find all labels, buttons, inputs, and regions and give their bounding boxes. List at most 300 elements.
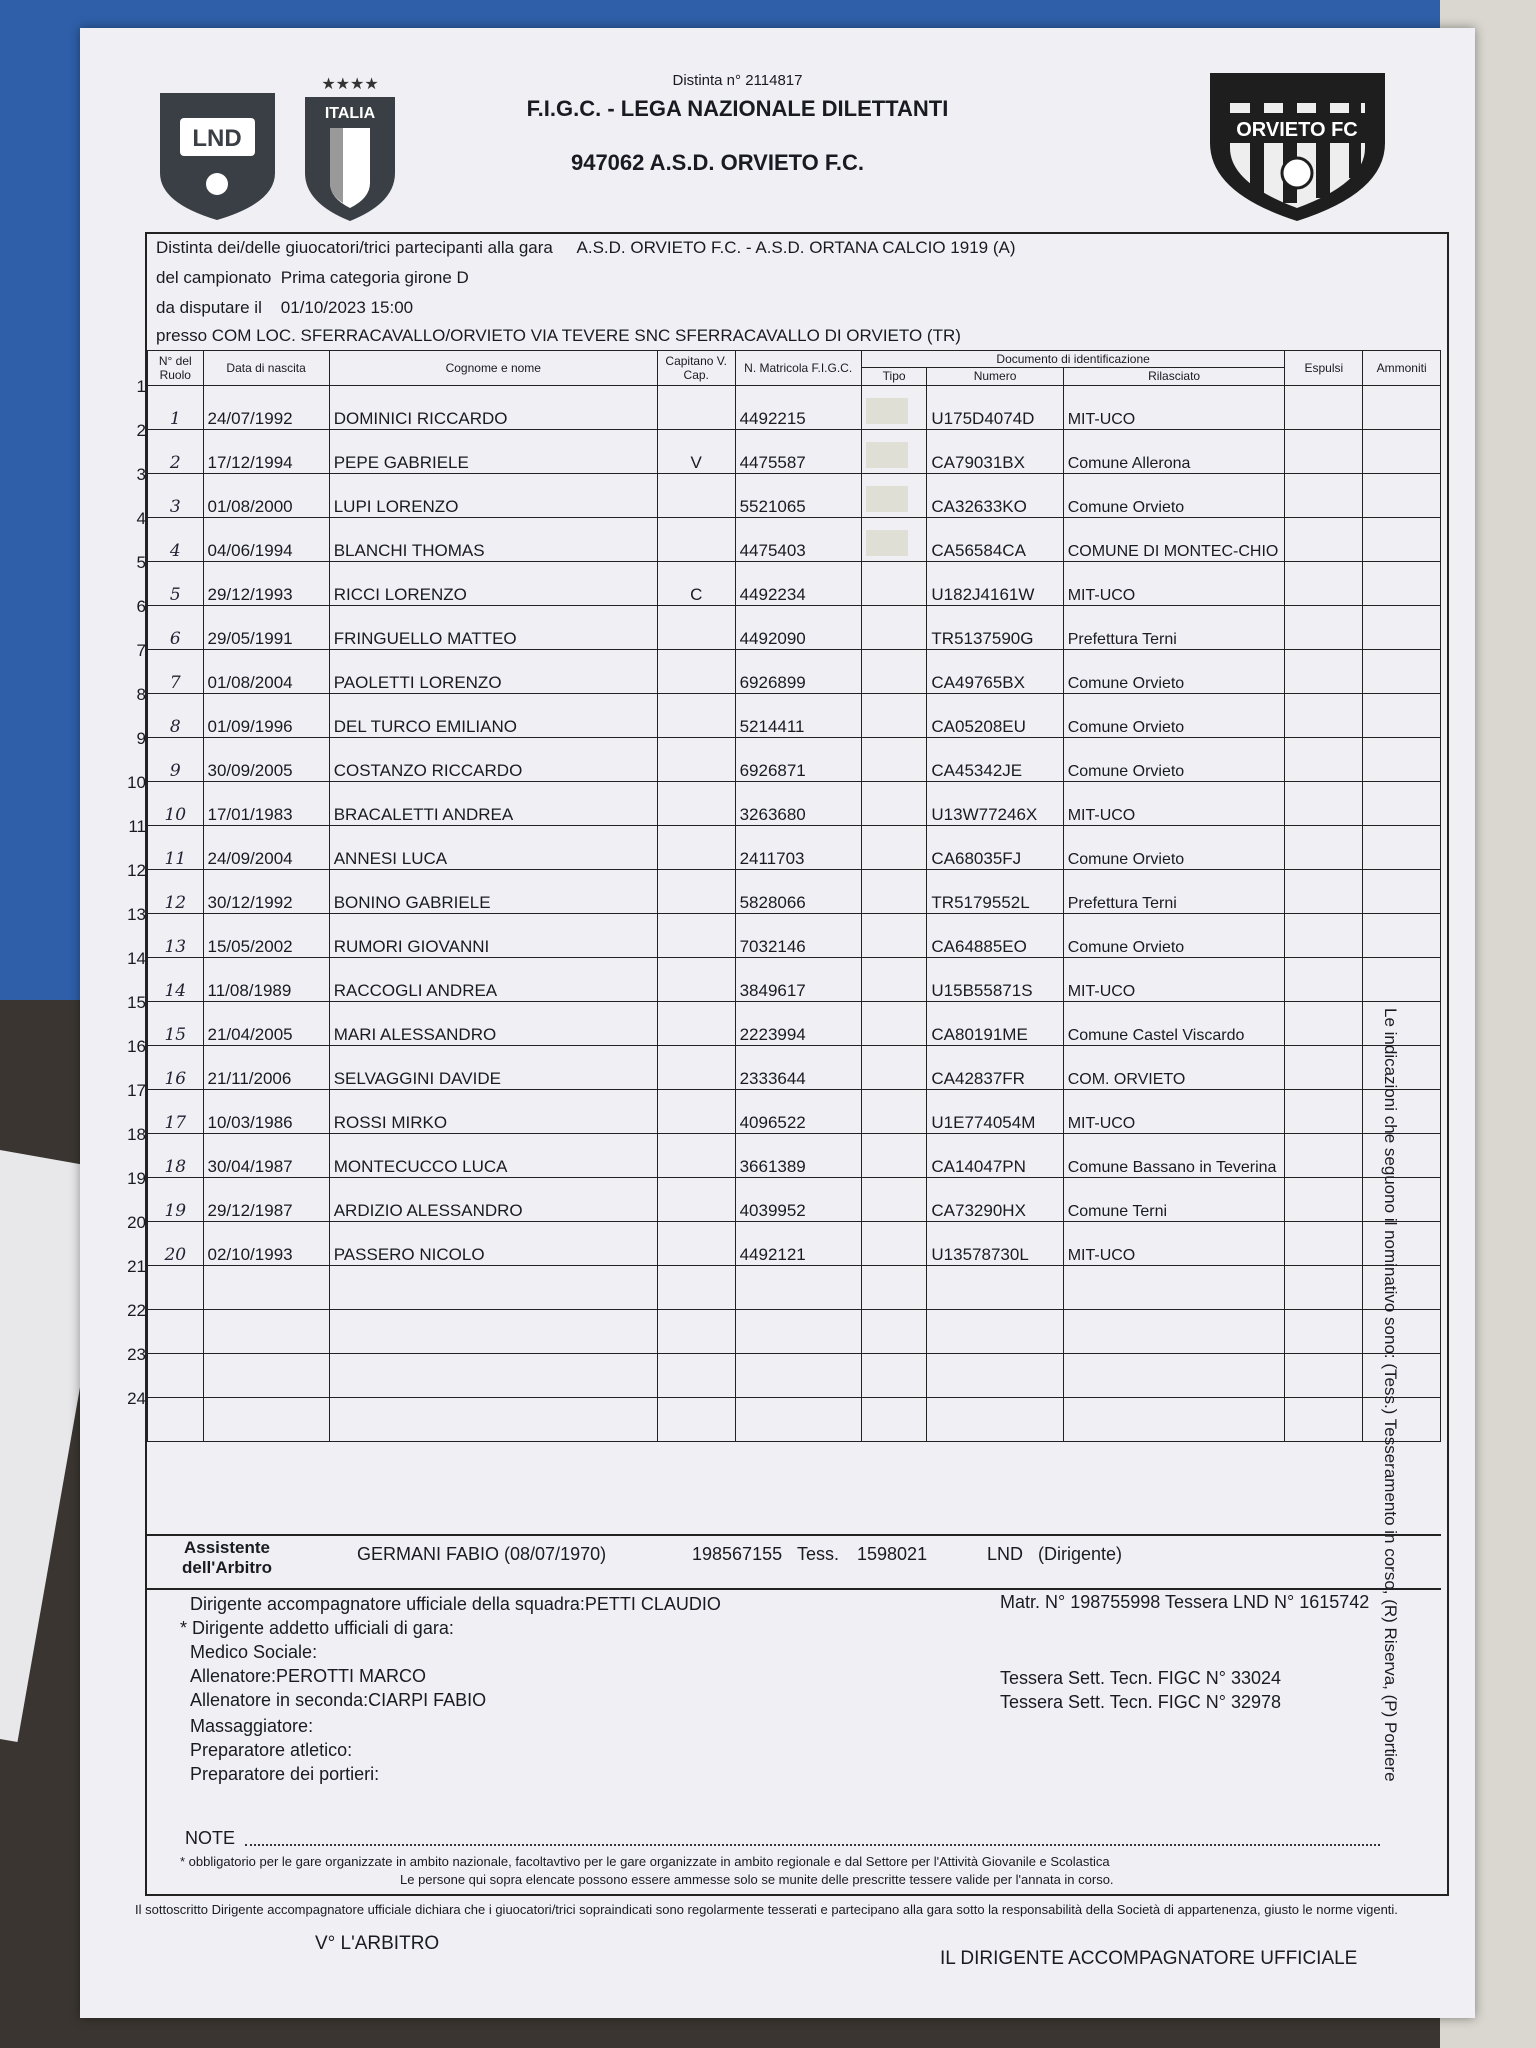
row-index: 4 bbox=[136, 508, 146, 528]
player-captain bbox=[657, 693, 735, 737]
match-line-2: del campionato Prima categoria girone D bbox=[156, 268, 469, 287]
empty-cell bbox=[1363, 1309, 1441, 1353]
player-doc-number: CA80191ME bbox=[927, 1001, 1063, 1045]
player-captain: C bbox=[657, 561, 735, 605]
col-matricola: N. Matricola F.I.G.C. bbox=[735, 351, 861, 386]
row-index: 24 bbox=[127, 1388, 146, 1408]
player-doc-issuer: Comune Allerona bbox=[1063, 429, 1285, 473]
player-doc-issuer: MIT-UCO bbox=[1063, 561, 1285, 605]
empty-cell bbox=[148, 1265, 204, 1309]
player-expelled bbox=[1285, 693, 1363, 737]
empty-cell bbox=[927, 1353, 1063, 1397]
player-number: 16 bbox=[148, 1045, 204, 1089]
player-birthdate: 30/09/2005 bbox=[203, 737, 329, 781]
player-doc-number: CA05208EU bbox=[927, 693, 1063, 737]
player-matricola: 4492090 bbox=[735, 605, 861, 649]
col-tipo: Tipo bbox=[861, 368, 927, 385]
player-doc-number: CA56584CA bbox=[927, 517, 1063, 561]
player-name: LUPI LORENZO bbox=[329, 473, 657, 517]
club-title: 947062 A.S.D. ORVIETO F.C. bbox=[570, 150, 865, 175]
assistant-matricola: 198567155 bbox=[692, 1544, 783, 1564]
player-expelled bbox=[1285, 913, 1363, 957]
empty-cell bbox=[329, 1309, 657, 1353]
player-doc-number: TR5179552L bbox=[927, 869, 1063, 913]
footnote-2: Le persone qui sopra elencate possono essere ammesse solo se munite delle prescritte tessere valide per l'annata in corso. bbox=[400, 1872, 1114, 1887]
player-doc-number: CA49765BX bbox=[927, 649, 1063, 693]
player-doc-issuer: Comune Orvieto bbox=[1063, 913, 1285, 957]
player-birthdate: 17/12/1994 bbox=[203, 429, 329, 473]
player-doc-number: TR5137590G bbox=[927, 605, 1063, 649]
dirigente-signature-label: IL DIRIGENTE ACCOMPAGNATORE UFFICIALE bbox=[940, 1948, 1358, 1969]
player-matricola: 2411703 bbox=[735, 825, 861, 869]
row-index: 12 bbox=[127, 860, 146, 880]
player-matricola: 5521065 bbox=[735, 473, 861, 517]
staff-portieri: Preparatore dei portieri: bbox=[190, 1764, 380, 1784]
player-number: 18 bbox=[148, 1133, 204, 1177]
player-doc-type bbox=[861, 1089, 927, 1133]
player-doc-issuer: Comune Castel Viscardo bbox=[1063, 1001, 1285, 1045]
match-sheet bbox=[80, 28, 1475, 2018]
player-matricola: 4475587 bbox=[735, 429, 861, 473]
player-captain bbox=[657, 781, 735, 825]
player-doc-issuer: MIT-UCO bbox=[1063, 1089, 1285, 1133]
player-number: 12 bbox=[148, 869, 204, 913]
table-row bbox=[148, 649, 1441, 693]
player-expelled bbox=[1285, 781, 1363, 825]
player-birthdate: 24/07/1992 bbox=[203, 385, 329, 429]
player-captain bbox=[657, 957, 735, 1001]
player-number: 10 bbox=[148, 781, 204, 825]
player-number: 7 bbox=[148, 649, 204, 693]
table-row bbox=[148, 737, 1441, 781]
col-capitano: Capitano V. Cap. bbox=[657, 351, 735, 386]
col-nome: Cognome e nome bbox=[329, 351, 657, 386]
player-doc-type bbox=[861, 649, 927, 693]
player-birthdate: 04/06/1994 bbox=[203, 517, 329, 561]
player-name: PASSERO NICOLO bbox=[329, 1221, 657, 1265]
empty-cell bbox=[657, 1353, 735, 1397]
row-index: 20 bbox=[127, 1212, 146, 1232]
footnote-1: * obbligatorio per le gare organizzate in ambito nazionale, facoltavtivo per le gare organizzate in ambito regionale e dal Settore per l'Attività Giovanile e Scolastica bbox=[180, 1854, 1110, 1869]
table-row bbox=[148, 957, 1441, 1001]
player-doc-issuer: Comune Bassano in Teverina bbox=[1063, 1133, 1285, 1177]
player-name: RUMORI GIOVANNI bbox=[329, 913, 657, 957]
row-index: 8 bbox=[136, 684, 146, 704]
col-documento: Documento di identificazione bbox=[861, 351, 1285, 368]
empty-cell bbox=[1063, 1353, 1285, 1397]
player-doc-type bbox=[861, 825, 927, 869]
empty-cell bbox=[203, 1353, 329, 1397]
note-label: NOTE bbox=[185, 1828, 236, 1848]
player-doc-number: CA14047PN bbox=[927, 1133, 1063, 1177]
player-number: 3 bbox=[148, 473, 204, 517]
empty-cell bbox=[735, 1353, 861, 1397]
declaration: Il sottoscritto Dirigente accompagnatore ufficiale dichiara che i giuocatori/trici sopraindicati sono regolarmente tesserati e partecipano alla gara sotto la responsabilità della Società di appartenenza, giusto le norme vigenti. bbox=[135, 1902, 1398, 1917]
empty-cell bbox=[735, 1397, 861, 1441]
table-row bbox=[148, 385, 1441, 429]
empty-cell bbox=[861, 1309, 927, 1353]
player-number: 13 bbox=[148, 913, 204, 957]
player-number: 1 bbox=[148, 385, 204, 429]
player-booked bbox=[1363, 781, 1441, 825]
staff-allenatore: Allenatore:PEROTTI MARCO bbox=[190, 1666, 427, 1686]
player-doc-type bbox=[861, 1045, 927, 1089]
col-nascita: Data di nascita bbox=[203, 351, 329, 386]
player-booked bbox=[1363, 693, 1441, 737]
player-captain bbox=[657, 1133, 735, 1177]
side-note: Le indicazioni che seguono il nominativo sono: (Tess.) Tesseramento in corso, (R) Riserva, (P) Portiere bbox=[1381, 1008, 1400, 1782]
col-rilasciato: Rilasciato bbox=[1063, 368, 1285, 385]
staff-massaggiatore: Massaggiatore: bbox=[190, 1716, 314, 1736]
player-doc-issuer: COMUNE DI MONTEC-CHIO bbox=[1063, 517, 1285, 561]
player-doc-number: U175D4074D bbox=[927, 385, 1063, 429]
player-birthdate: 30/04/1987 bbox=[203, 1133, 329, 1177]
svg-text:★★★★: ★★★★ bbox=[321, 76, 379, 93]
player-doc-type bbox=[861, 737, 927, 781]
player-doc-issuer: MIT-UCO bbox=[1063, 1221, 1285, 1265]
player-matricola: 4039952 bbox=[735, 1177, 861, 1221]
player-birthdate: 24/09/2004 bbox=[203, 825, 329, 869]
player-captain bbox=[657, 1001, 735, 1045]
player-booked bbox=[1363, 1133, 1441, 1177]
empty-cell bbox=[203, 1265, 329, 1309]
empty-cell bbox=[657, 1397, 735, 1441]
row-index: 21 bbox=[127, 1256, 146, 1276]
table-row bbox=[148, 1177, 1441, 1221]
doc-stamp bbox=[866, 486, 908, 512]
player-name: BRACALETTI ANDREA bbox=[329, 781, 657, 825]
row-index: 9 bbox=[136, 728, 146, 748]
row-index: 22 bbox=[127, 1300, 146, 1320]
player-doc-issuer: MIT-UCO bbox=[1063, 385, 1285, 429]
row-index: 5 bbox=[136, 552, 146, 572]
row-index: 17 bbox=[127, 1080, 146, 1100]
player-doc-type bbox=[861, 517, 927, 561]
player-birthdate: 15/05/2002 bbox=[203, 913, 329, 957]
player-expelled bbox=[1285, 1001, 1363, 1045]
player-name: FRINGUELLO MATTEO bbox=[329, 605, 657, 649]
player-number: 8 bbox=[148, 693, 204, 737]
row-index: 2 bbox=[136, 420, 146, 440]
col-ammoniti: Ammoniti bbox=[1363, 351, 1441, 386]
empty-cell bbox=[1285, 1265, 1363, 1309]
row-index: 23 bbox=[127, 1344, 146, 1364]
player-doc-number: U182J4161W bbox=[927, 561, 1063, 605]
match-line-3: da disputare il 01/10/2023 15:00 bbox=[156, 298, 414, 317]
player-doc-type bbox=[861, 957, 927, 1001]
staff-seconda-tessera: Tessera Sett. Tecn. FIGC N° 32978 bbox=[1000, 1692, 1281, 1712]
table-row bbox=[148, 1089, 1441, 1133]
player-doc-number: CA45342JE bbox=[927, 737, 1063, 781]
player-doc-number: U13578730L bbox=[927, 1221, 1063, 1265]
player-booked bbox=[1363, 1001, 1441, 1045]
row-index: 10 bbox=[127, 772, 146, 792]
empty-cell bbox=[1285, 1353, 1363, 1397]
player-number: 14 bbox=[148, 957, 204, 1001]
assistant-label: Assistente dell'Arbitro bbox=[182, 1538, 272, 1577]
table-row bbox=[148, 1045, 1441, 1089]
empty-cell bbox=[735, 1265, 861, 1309]
table-row bbox=[148, 605, 1441, 649]
player-captain bbox=[657, 473, 735, 517]
player-doc-number: U13W77246X bbox=[927, 781, 1063, 825]
empty-cell bbox=[203, 1309, 329, 1353]
player-matricola: 2333644 bbox=[735, 1045, 861, 1089]
player-captain bbox=[657, 913, 735, 957]
player-birthdate: 11/08/1989 bbox=[203, 957, 329, 1001]
player-expelled bbox=[1285, 1177, 1363, 1221]
empty-cell bbox=[927, 1397, 1063, 1441]
player-booked bbox=[1363, 869, 1441, 913]
player-name: ANNESI LUCA bbox=[329, 825, 657, 869]
player-number: 2 bbox=[148, 429, 204, 473]
player-birthdate: 02/10/1993 bbox=[203, 1221, 329, 1265]
player-expelled bbox=[1285, 1089, 1363, 1133]
player-booked bbox=[1363, 1045, 1441, 1089]
player-doc-number: CA68035FJ bbox=[927, 825, 1063, 869]
player-number: 17 bbox=[148, 1089, 204, 1133]
player-expelled bbox=[1285, 649, 1363, 693]
player-booked bbox=[1363, 1177, 1441, 1221]
player-birthdate: 29/12/1993 bbox=[203, 561, 329, 605]
player-name: MONTECUCCO LUCA bbox=[329, 1133, 657, 1177]
player-name: DOMINICI RICCARDO bbox=[329, 385, 657, 429]
player-expelled bbox=[1285, 429, 1363, 473]
staff-atletico: Preparatore atletico: bbox=[190, 1740, 353, 1760]
row-index: 19 bbox=[127, 1168, 146, 1188]
empty-cell bbox=[1285, 1309, 1363, 1353]
player-booked bbox=[1363, 561, 1441, 605]
player-matricola: 2223994 bbox=[735, 1001, 861, 1045]
table-row bbox=[148, 825, 1441, 869]
empty-cell bbox=[1285, 1397, 1363, 1441]
player-name: RICCI LORENZO bbox=[329, 561, 657, 605]
player-matricola: 4475403 bbox=[735, 517, 861, 561]
player-doc-type bbox=[861, 1177, 927, 1221]
player-doc-type bbox=[861, 1001, 927, 1045]
player-matricola: 5214411 bbox=[735, 693, 861, 737]
row-index: 6 bbox=[136, 596, 146, 616]
player-matricola: 6926899 bbox=[735, 649, 861, 693]
player-doc-issuer: Comune Orvieto bbox=[1063, 737, 1285, 781]
empty-cell bbox=[861, 1265, 927, 1309]
empty-cell bbox=[148, 1353, 204, 1397]
player-booked bbox=[1363, 737, 1441, 781]
player-doc-issuer: Comune Orvieto bbox=[1063, 693, 1285, 737]
player-captain bbox=[657, 517, 735, 561]
player-name: BLANCHI THOMAS bbox=[329, 517, 657, 561]
player-doc-number: CA79031BX bbox=[927, 429, 1063, 473]
player-doc-type bbox=[861, 693, 927, 737]
player-name: MARI ALESSANDRO bbox=[329, 1001, 657, 1045]
svg-text:LND: LND bbox=[192, 125, 242, 152]
empty-cell bbox=[148, 1397, 204, 1441]
player-name: ROSSI MIRKO bbox=[329, 1089, 657, 1133]
player-doc-issuer: Comune Terni bbox=[1063, 1177, 1285, 1221]
table-row-empty bbox=[148, 1353, 1441, 1397]
player-booked bbox=[1363, 825, 1441, 869]
player-doc-type bbox=[861, 1221, 927, 1265]
empty-cell bbox=[203, 1397, 329, 1441]
player-doc-type bbox=[861, 1133, 927, 1177]
row-index: 13 bbox=[127, 904, 146, 924]
empty-cell bbox=[1363, 1265, 1441, 1309]
federation-title: F.I.G.C. - LEGA NAZIONALE DILETTANTI bbox=[526, 96, 949, 121]
match-line-4: presso COM LOC. SFERRACAVALLO/ORVIETO VIA TEVERE SNC SFERRACAVALLO DI ORVIETO (TR) bbox=[156, 326, 961, 345]
player-doc-number: CA64885EO bbox=[927, 913, 1063, 957]
player-expelled bbox=[1285, 1221, 1363, 1265]
empty-cell bbox=[861, 1353, 927, 1397]
empty-cell bbox=[1063, 1397, 1285, 1441]
player-captain bbox=[657, 737, 735, 781]
player-birthdate: 29/05/1991 bbox=[203, 605, 329, 649]
player-number: 20 bbox=[148, 1221, 204, 1265]
empty-cell bbox=[927, 1265, 1063, 1309]
player-doc-type bbox=[861, 913, 927, 957]
staff-addetto: * Dirigente addetto ufficiali di gara: bbox=[180, 1618, 454, 1638]
row-index: 1 bbox=[136, 376, 146, 396]
player-captain bbox=[657, 605, 735, 649]
col-espulsi: Espulsi bbox=[1285, 351, 1363, 386]
empty-cell bbox=[1063, 1309, 1285, 1353]
staff-medico: Medico Sociale: bbox=[190, 1642, 318, 1662]
player-expelled bbox=[1285, 473, 1363, 517]
player-captain bbox=[657, 649, 735, 693]
assistant-tess: 1598021 bbox=[857, 1544, 928, 1564]
player-birthdate: 17/01/1983 bbox=[203, 781, 329, 825]
player-number: 11 bbox=[148, 825, 204, 869]
player-birthdate: 21/04/2005 bbox=[203, 1001, 329, 1045]
player-birthdate: 30/12/1992 bbox=[203, 869, 329, 913]
player-name: ARDIZIO ALESSANDRO bbox=[329, 1177, 657, 1221]
table-row-empty bbox=[148, 1265, 1441, 1309]
table-row bbox=[148, 693, 1441, 737]
player-doc-number: U1E774054M bbox=[927, 1089, 1063, 1133]
row-index: 14 bbox=[127, 948, 146, 968]
player-birthdate: 01/08/2004 bbox=[203, 649, 329, 693]
player-doc-issuer: Comune Orvieto bbox=[1063, 649, 1285, 693]
player-doc-type bbox=[861, 781, 927, 825]
doc-stamp bbox=[866, 398, 908, 424]
player-doc-issuer: Comune Orvieto bbox=[1063, 473, 1285, 517]
player-birthdate: 10/03/1986 bbox=[203, 1089, 329, 1133]
player-booked bbox=[1363, 517, 1441, 561]
player-booked bbox=[1363, 429, 1441, 473]
arbitro-signature-label: V° L'ARBITRO bbox=[315, 1933, 440, 1954]
empty-cell bbox=[861, 1397, 927, 1441]
table-row bbox=[148, 913, 1441, 957]
empty-cell bbox=[1063, 1265, 1285, 1309]
player-captain bbox=[657, 1221, 735, 1265]
row-index: 3 bbox=[136, 464, 146, 484]
player-doc-number: U15B55871S bbox=[927, 957, 1063, 1001]
table-row bbox=[148, 1221, 1441, 1265]
row-index: 11 bbox=[128, 816, 146, 836]
player-doc-issuer: Prefettura Terni bbox=[1063, 605, 1285, 649]
player-name: SELVAGGINI DAVIDE bbox=[329, 1045, 657, 1089]
empty-cell bbox=[148, 1309, 204, 1353]
player-name: RACCOGLI ANDREA bbox=[329, 957, 657, 1001]
table-row bbox=[148, 517, 1441, 561]
empty-cell bbox=[657, 1309, 735, 1353]
table-row bbox=[148, 561, 1441, 605]
player-doc-issuer: Prefettura Terni bbox=[1063, 869, 1285, 913]
player-expelled bbox=[1285, 561, 1363, 605]
player-doc-issuer: MIT-UCO bbox=[1063, 781, 1285, 825]
player-expelled bbox=[1285, 385, 1363, 429]
col-ruolo: N° del Ruolo bbox=[148, 351, 204, 386]
player-name: COSTANZO RICCARDO bbox=[329, 737, 657, 781]
player-matricola: 4492121 bbox=[735, 1221, 861, 1265]
player-matricola: 3849617 bbox=[735, 957, 861, 1001]
player-doc-type bbox=[861, 473, 927, 517]
staff-dirigente: Dirigente accompagnatore ufficiale della squadra:PETTI CLAUDIO bbox=[190, 1594, 721, 1614]
player-name: PAOLETTI LORENZO bbox=[329, 649, 657, 693]
table-row bbox=[148, 1133, 1441, 1177]
player-captain bbox=[657, 385, 735, 429]
staff-dirigente-tessera: Matr. N° 198755998 Tessera LND N° 1615742 bbox=[1000, 1592, 1370, 1612]
player-expelled bbox=[1285, 737, 1363, 781]
player-matricola: 3661389 bbox=[735, 1133, 861, 1177]
player-number: 9 bbox=[148, 737, 204, 781]
player-number: 5 bbox=[148, 561, 204, 605]
table-row-empty bbox=[148, 1397, 1441, 1441]
player-birthdate: 01/08/2000 bbox=[203, 473, 329, 517]
staff-allenatore-tessera: Tessera Sett. Tecn. FIGC N° 33024 bbox=[1000, 1668, 1281, 1688]
empty-cell bbox=[927, 1309, 1063, 1353]
row-index: 18 bbox=[127, 1124, 146, 1144]
player-captain: V bbox=[657, 429, 735, 473]
player-matricola: 4492215 bbox=[735, 385, 861, 429]
player-birthdate: 29/12/1987 bbox=[203, 1177, 329, 1221]
player-doc-number: CA32633KO bbox=[927, 473, 1063, 517]
note-line bbox=[245, 1844, 1380, 1846]
empty-cell bbox=[1363, 1353, 1441, 1397]
empty-cell bbox=[657, 1265, 735, 1309]
player-doc-type bbox=[861, 605, 927, 649]
assistant-role: LND (Dirigente) bbox=[987, 1544, 1123, 1564]
table-row bbox=[148, 429, 1441, 473]
player-doc-issuer: Comune Orvieto bbox=[1063, 825, 1285, 869]
player-captain bbox=[657, 1089, 735, 1133]
player-captain bbox=[657, 1177, 735, 1221]
player-matricola: 4492234 bbox=[735, 561, 861, 605]
empty-cell bbox=[1363, 1397, 1441, 1441]
player-doc-type bbox=[861, 869, 927, 913]
player-booked bbox=[1363, 385, 1441, 429]
empty-cell bbox=[329, 1353, 657, 1397]
table-row-empty bbox=[148, 1309, 1441, 1353]
player-booked bbox=[1363, 1089, 1441, 1133]
player-number: 4 bbox=[148, 517, 204, 561]
player-expelled bbox=[1285, 825, 1363, 869]
player-expelled bbox=[1285, 1133, 1363, 1177]
player-matricola: 4096522 bbox=[735, 1089, 861, 1133]
player-doc-issuer: COM. ORVIETO bbox=[1063, 1045, 1285, 1089]
assistant-row bbox=[147, 1534, 1441, 1590]
player-captain bbox=[657, 869, 735, 913]
player-captain bbox=[657, 1045, 735, 1089]
table-row bbox=[148, 1001, 1441, 1045]
player-doc-type bbox=[861, 561, 927, 605]
player-doc-issuer: MIT-UCO bbox=[1063, 957, 1285, 1001]
player-matricola: 5828066 bbox=[735, 869, 861, 913]
distinta-number: Distinta n° 2114817 bbox=[672, 72, 803, 89]
player-booked bbox=[1363, 649, 1441, 693]
player-name: PEPE GABRIELE bbox=[329, 429, 657, 473]
match-line-1: Distinta dei/delle giuocatori/trici partecipanti alla gara A.S.D. ORVIETO F.C. - A.S.D. ORTANA CALCIO 1919 (A) bbox=[156, 238, 1016, 257]
player-doc-number: CA73290HX bbox=[927, 1177, 1063, 1221]
